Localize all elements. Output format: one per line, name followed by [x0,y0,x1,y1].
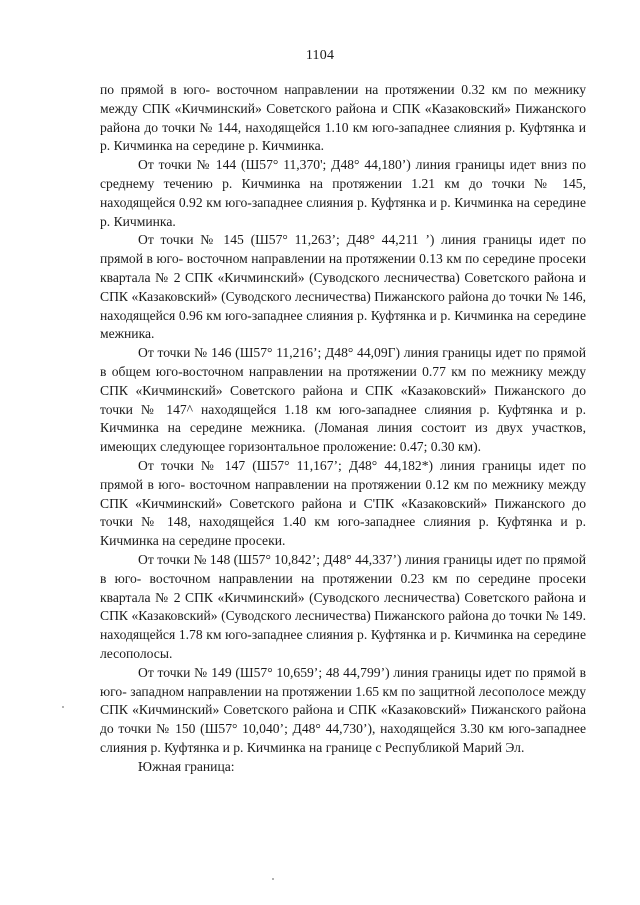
document-body [100,81,586,776]
paragraph-point-147: От точки № 147 (Ш57° 11,167’; Д48° 44,182*) линия границы идет по прямой в юго- восточном направлении на протяжении 0.12 км по межнику между СПК «Кичминский» Советского района и С'ПК «Казаковский» Пижанского до точки № 148, находящейся 1.40 км юго-западнее слияния р. Куфтянка и р. Кичминка на середине просеки. [100,457,586,549]
paragraph-point-149: От точки № 149 (Ш57° 10,659’; 48 44,799’) линия границы идет по прямой в юго- западном направлении на протяжении 1.65 км по защитной лесополосе между СПК «Кичминский» Советского района и СПК «Казаковский» Пижанского района до точки № 150 (Ш57° 10,040’; Д48° 44,730’), находящейся 3.30 км юго-западнее слияния р. Куфтянка и р. Кичминка на границе с Республикой Марий Эл. [100,664,586,755]
page-number: 1104 [305,48,335,63]
scan-speck [272,878,274,880]
paragraph-point-148: От точки № 148 (Ш57° 10,842’; Д48° 44,337’) линия границы идет по прямой в юго- восточном направлении на протяжении 0.23 км по середине просеки квартала № 2 СПК «Кичминский» (Суводского лесничества) Советского района и СПК «Казаковский» (Суводского лесничества) Пижанского района до точки № 149. находящейся 1.78 км юго-западнее слияния р. Куфтянка и р. Кичминка на середине лесополосы. [100,551,586,661]
paragraph-point-146: От точки № 146 (Ш57° 11,216’; Д48° 44,09Г) линия границы идет по прямой в общем юго-восточном направлении на протяжении 0.77 км по межнику между СПК «Кичминский» Советского района и СПК «Казаковский» Пижанского до точки № 147^ находящейся 1.18 км юго-западнее слияния р. Куфтянка и р. Кичминка на середине межника. (Ломаная линия состоит из двух участков, имеющих следующее горизонтальное проложение: 0.47; 0.30 км). [100,345,586,455]
scan-speck [62,706,64,708]
paragraph-point-145: От точки № 145 (Ш57° 11,263’; Д48° 44,211 ’) линия границы идет по прямой в юго- восточном направлении на протяжении 0.13 км по середине просеки квартала № 2 СПК «Кичминский» (Суводского лесничества) Советского района и СПК «Казаковский» (Суводского лесничества) Пижанского района до точки № 146, находящейся 0.96 км юго-западнее слияния р. Куфтянка и р. Кичминка на середине межника. [100,232,586,342]
paragraph-point-144: От точки № 144 (Ш57° 11,370'; Д48° 44,180’) линия границы идет вниз по среднему течению р. Кичминка на протяжении 1.21 км до точки № 145, находящейся 0.92 км юго-западнее слияния р. Куфтянка и р. Кичминка на середине р. Кичминка. [100,157,586,229]
paragraph-continuation: по прямой в юго- восточном направлении на протяжении 0.32 км по межнику между СПК «Кичминский» Советского района и СПК «Казаковский» Пижанского района до точки № 144, находящейся 1.10 км юго-западнее слияния р. Куфтянка и р. Кичминка на середине р. Кичминка. [100,82,586,154]
section-heading-southern-border: Южная граница: [138,758,235,774]
